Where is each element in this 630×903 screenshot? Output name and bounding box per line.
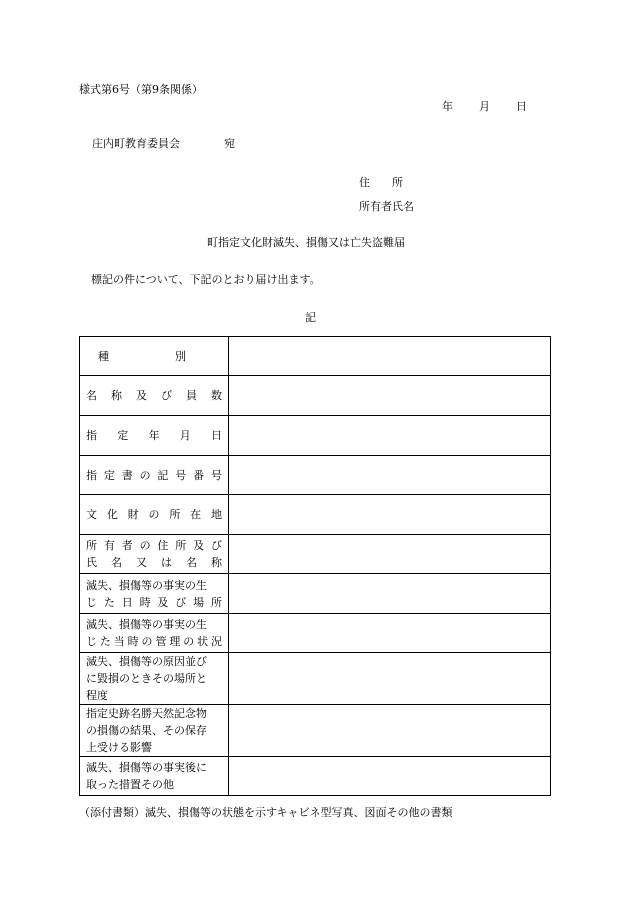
row-label: 滅失、損傷等の原因並び に毀損のときその場所と 程度 bbox=[80, 653, 229, 705]
document-title: 町指定文化財滅失、損傷又は亡失盗難届 bbox=[207, 236, 405, 249]
table-row bbox=[80, 376, 551, 416]
record-table bbox=[79, 336, 551, 796]
table-row bbox=[80, 614, 551, 653]
row-label: 文化財の所在地 bbox=[80, 495, 229, 535]
row-label: 滅失、損傷等の事実の生 じた日時及び場所 bbox=[80, 574, 229, 614]
address-label: 住 所 bbox=[359, 176, 403, 189]
addressee bbox=[92, 137, 235, 150]
row-label: 種 別 bbox=[80, 337, 229, 376]
body-text: 標記の件について、下記のとおり届け出ます。 bbox=[91, 273, 321, 286]
addressee-name: 庄内町教育委員会 bbox=[92, 137, 180, 150]
table-row bbox=[80, 495, 551, 535]
row-label: 所有者の住所及び 氏名又は名称 bbox=[80, 535, 229, 574]
table-row bbox=[80, 705, 551, 757]
table-row bbox=[80, 653, 551, 705]
row-value-cell[interactable] bbox=[229, 376, 551, 416]
ki-heading: 記 bbox=[305, 311, 316, 324]
owner-name-label: 所有者氏名 bbox=[359, 200, 414, 213]
row-label: 滅失、損傷等の事実後に 取った措置その他 bbox=[80, 757, 229, 796]
table-row bbox=[80, 757, 551, 796]
table-row bbox=[80, 416, 551, 456]
row-value-cell[interactable] bbox=[229, 535, 551, 574]
table-row bbox=[80, 574, 551, 614]
row-value-cell[interactable] bbox=[229, 456, 551, 495]
table-row bbox=[80, 456, 551, 495]
form-number: 様式第6号（第9条関係） bbox=[79, 83, 203, 96]
row-value-cell[interactable] bbox=[229, 705, 551, 757]
attachment-note: （添付書類）滅失、損傷等の状態を示すキャビネ型写真、図面その他の書類 bbox=[79, 806, 453, 819]
row-value-cell[interactable] bbox=[229, 574, 551, 614]
row-label: 指定史跡名勝天然記念物 の損傷の結果、その保存 上受ける影響 bbox=[80, 705, 229, 757]
row-label: 名称及び員数 bbox=[80, 376, 229, 416]
row-label: 指定書の記号番号 bbox=[80, 456, 229, 495]
row-value-cell[interactable] bbox=[229, 614, 551, 653]
addressee-suffix: 宛 bbox=[224, 137, 235, 150]
row-value-cell[interactable] bbox=[229, 757, 551, 796]
table-row bbox=[80, 535, 551, 574]
row-value-cell[interactable] bbox=[229, 416, 551, 456]
date-day-label: 日 bbox=[516, 100, 527, 113]
row-label: 指定年月日 bbox=[80, 416, 229, 456]
table-row bbox=[80, 337, 551, 376]
row-value-cell[interactable] bbox=[229, 495, 551, 535]
date-year-label: 年 bbox=[442, 100, 453, 113]
date-month-label: 月 bbox=[479, 100, 490, 113]
row-value-cell[interactable] bbox=[229, 653, 551, 705]
date-line bbox=[442, 100, 527, 113]
row-label: 滅失、損傷等の事実の生 じた当時の管理の状況 bbox=[80, 614, 229, 653]
row-value-cell[interactable] bbox=[229, 337, 551, 376]
